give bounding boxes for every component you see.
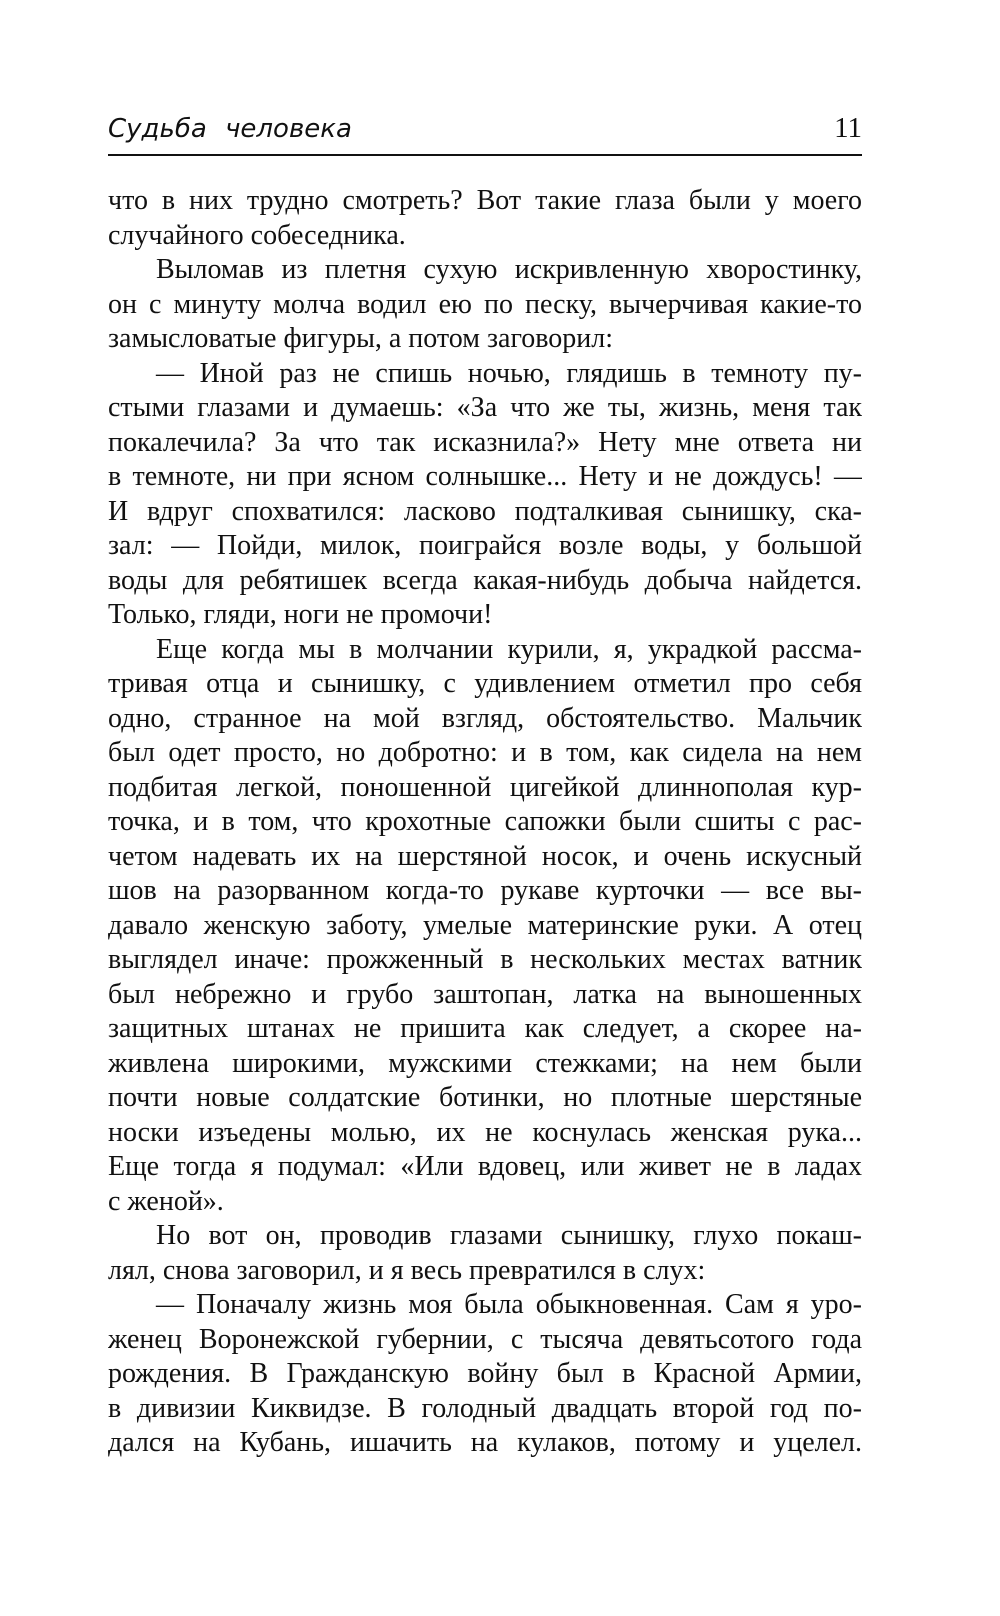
text-line: зал: — Пойди, милок, поиграйся возле воды, у большой (108, 530, 862, 561)
text-line: тривая отца и сынишку, с удивлением отметил про себя (108, 668, 862, 699)
text-line: с женой». (108, 1185, 224, 1217)
text-line: Только, гляди, ноги не промочи! (108, 599, 493, 630)
text-line: случайного собеседника. (108, 219, 406, 251)
body-text (108, 184, 862, 1461)
text-line: был небрежно и грубо заштопан, латка на выношенных (108, 978, 862, 1010)
text-line: Выломав из плетня сухую искривленную хворостинку, (156, 254, 862, 285)
book-page (108, 112, 862, 1461)
text-line: женец Воронежской губернии, с тысяча девятьсотого года (108, 1323, 862, 1355)
text-line: шов на разорванном когда-то рукаве курточки — все вы- (108, 875, 862, 906)
text-line: Еще тогда я подумал: «Или вдовец, или живет не в ладах (108, 1151, 862, 1182)
text-line: носки изъедены молью, их не коснулась женская рука... (108, 1116, 862, 1148)
text-line: И вдруг спохватился: ласково подталкивая сынишку, ска- (108, 495, 862, 527)
text-line: он с минуту молча водил ею по песку, вычерчивая какие-то (108, 288, 862, 320)
text-line: защитных штанах не пришита как следует, а скорее на- (108, 1013, 862, 1044)
text-line: четом надевать их на шерстяной носок, и очень искусный (108, 840, 862, 872)
text-line: замысловатые фигуры, а потом заговорил: (108, 323, 614, 354)
text-line: — Поначалу жизнь моя была обыкновенная. Сам я уро- (156, 1289, 862, 1320)
text-line: одно, странное на мой взгляд, обстоятельство. Мальчик (108, 702, 862, 734)
text-line: что в них трудно смотреть? Вот такие глаза были у моего (108, 185, 862, 216)
text-line: рождения. В Гражданскую войну был в Красной Армии, (108, 1358, 862, 1389)
text-line: Еще когда мы в молчании курили, я, украдкой рассма- (156, 633, 862, 665)
text-line: почти новые солдатские ботинки, но плотные шерстяные (108, 1082, 862, 1113)
text-line: живлена широкими, мужскими стежками; на нем были (108, 1047, 862, 1079)
text-line: воды для ребятишек всегда какая-нибудь добыча найдется. (108, 564, 862, 596)
text-line: в дивизии Киквидзе. В голодный двадцать второй год по- (108, 1392, 862, 1424)
text-line: дался на Кубань, ишачить на кулаков, потому и уцелел. (108, 1427, 862, 1458)
text-line: подбитая легкой, поношенной цигейкой длиннополая кур- (108, 771, 862, 803)
text-line: лял, снова заговорил, и я весь превратился в слух: (108, 1254, 706, 1286)
page-number: 11 (834, 112, 862, 144)
text-line: — Иной раз не спишь ночью, глядишь в темноту пу- (156, 357, 862, 389)
text-line: покалечила? За что так исказнила?» Нету мне ответа ни (108, 426, 862, 458)
text-line: стыми глазами и думаешь: «За что же ты, жизнь, меня так (108, 392, 862, 423)
text-line: выглядел иначе: прожженный в нескольких местах ватник (108, 944, 862, 975)
text-line: давало женскую заботу, умелые материнские руки. А отец (108, 909, 862, 941)
running-title: Судьба человека (108, 114, 352, 144)
running-header (108, 112, 862, 156)
text-line: точка, и в том, что крохотные сапожки были сшиты с рас- (108, 806, 862, 837)
text-line: Но вот он, проводив глазами сынишку, глухо покаш- (156, 1220, 862, 1251)
text-line: в темноте, ни при ясном солнышке... Нету и не дождусь! — (108, 461, 862, 492)
text-line: был одет просто, но добротно: и в том, как сидела на нем (108, 737, 862, 768)
